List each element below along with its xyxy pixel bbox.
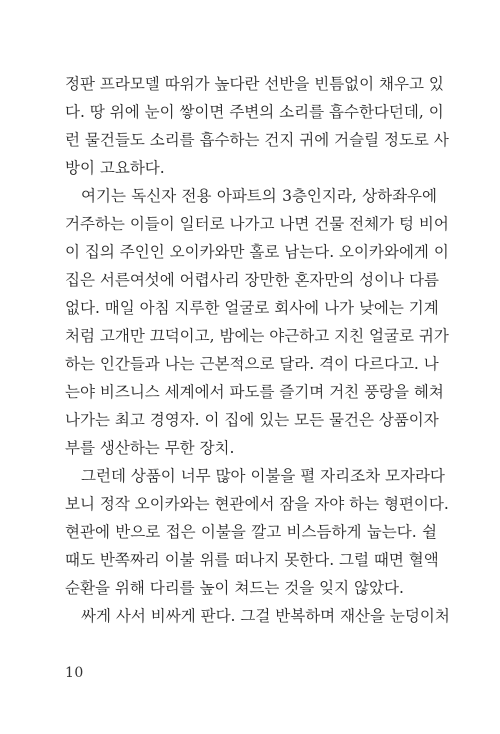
text-line: 하는 인간들과 나는 근본적으로 달라. 격이 다르다고. 나	[65, 355, 439, 373]
text-line: 싸게 사서 비싸게 판다. 그걸 반복하며 재산을 눈덩이처	[81, 607, 450, 625]
text-line: 이 집의 주인인 오이카와만 홀로 남는다. 오이카와에게 이	[65, 243, 449, 261]
paragraph-2	[65, 182, 449, 462]
text-line: 거주하는 이들이 일터로 나가고 나면 건물 전체가 텅 비어	[65, 215, 449, 233]
text-line: 나가는 최고 경영자. 이 집에 있는 모든 물건은 상품이자	[65, 411, 439, 429]
text-line: 여기는 독신자 전용 아파트의 3층인지라, 상하좌우에	[81, 187, 437, 205]
paragraph-1	[65, 70, 449, 182]
text-line: 런 물건들도 소리를 흡수하는 건지 귀에 거슬릴 정도로 사	[65, 131, 449, 149]
text-line: 그런데 상품이 너무 많아 이불을 펼 자리조차 모자라다	[81, 467, 445, 485]
text-line: 때도 반쪽짜리 이불 위를 떠나지 못한다. 그럴 때면 혈액	[65, 551, 439, 569]
paragraph-3	[65, 462, 449, 602]
text-line: 처럼 고개만 끄덕이고, 밤에는 야근하고 지친 얼굴로 귀가	[65, 327, 449, 345]
text-line: 없다. 매일 아침 지루한 얼굴로 회사에 나가 낮에는 기계	[65, 299, 439, 317]
text-line: 다. 땅 위에 눈이 쌓이면 주변의 소리를 흡수한다던데, 이	[65, 103, 444, 121]
text-line: 집은 서른여섯에 어렵사리 장만한 혼자만의 성이나 다름	[65, 271, 439, 289]
page-number: 10	[65, 665, 84, 681]
text-line: 보니 정작 오이카와는 현관에서 잠을 자야 하는 형편이다.	[65, 495, 449, 513]
text-line: 정판 프라모델 따위가 높다란 선반을 빈틈없이 채우고 있	[65, 75, 444, 93]
text-line: 순환을 위해 다리를 높이 쳐드는 것을 잊지 않았다.	[65, 579, 404, 597]
paragraph-4	[65, 602, 450, 630]
body-text	[65, 70, 450, 630]
text-line: 방이 고요하다.	[65, 159, 165, 177]
text-line: 는야 비즈니스 세계에서 파도를 즐기며 거친 풍랑을 헤쳐	[65, 383, 444, 401]
text-line: 부를 생산하는 무한 장치.	[65, 439, 235, 457]
text-line: 현관에 반으로 접은 이불을 깔고 비스듬하게 눕는다. 쉴	[65, 523, 437, 541]
